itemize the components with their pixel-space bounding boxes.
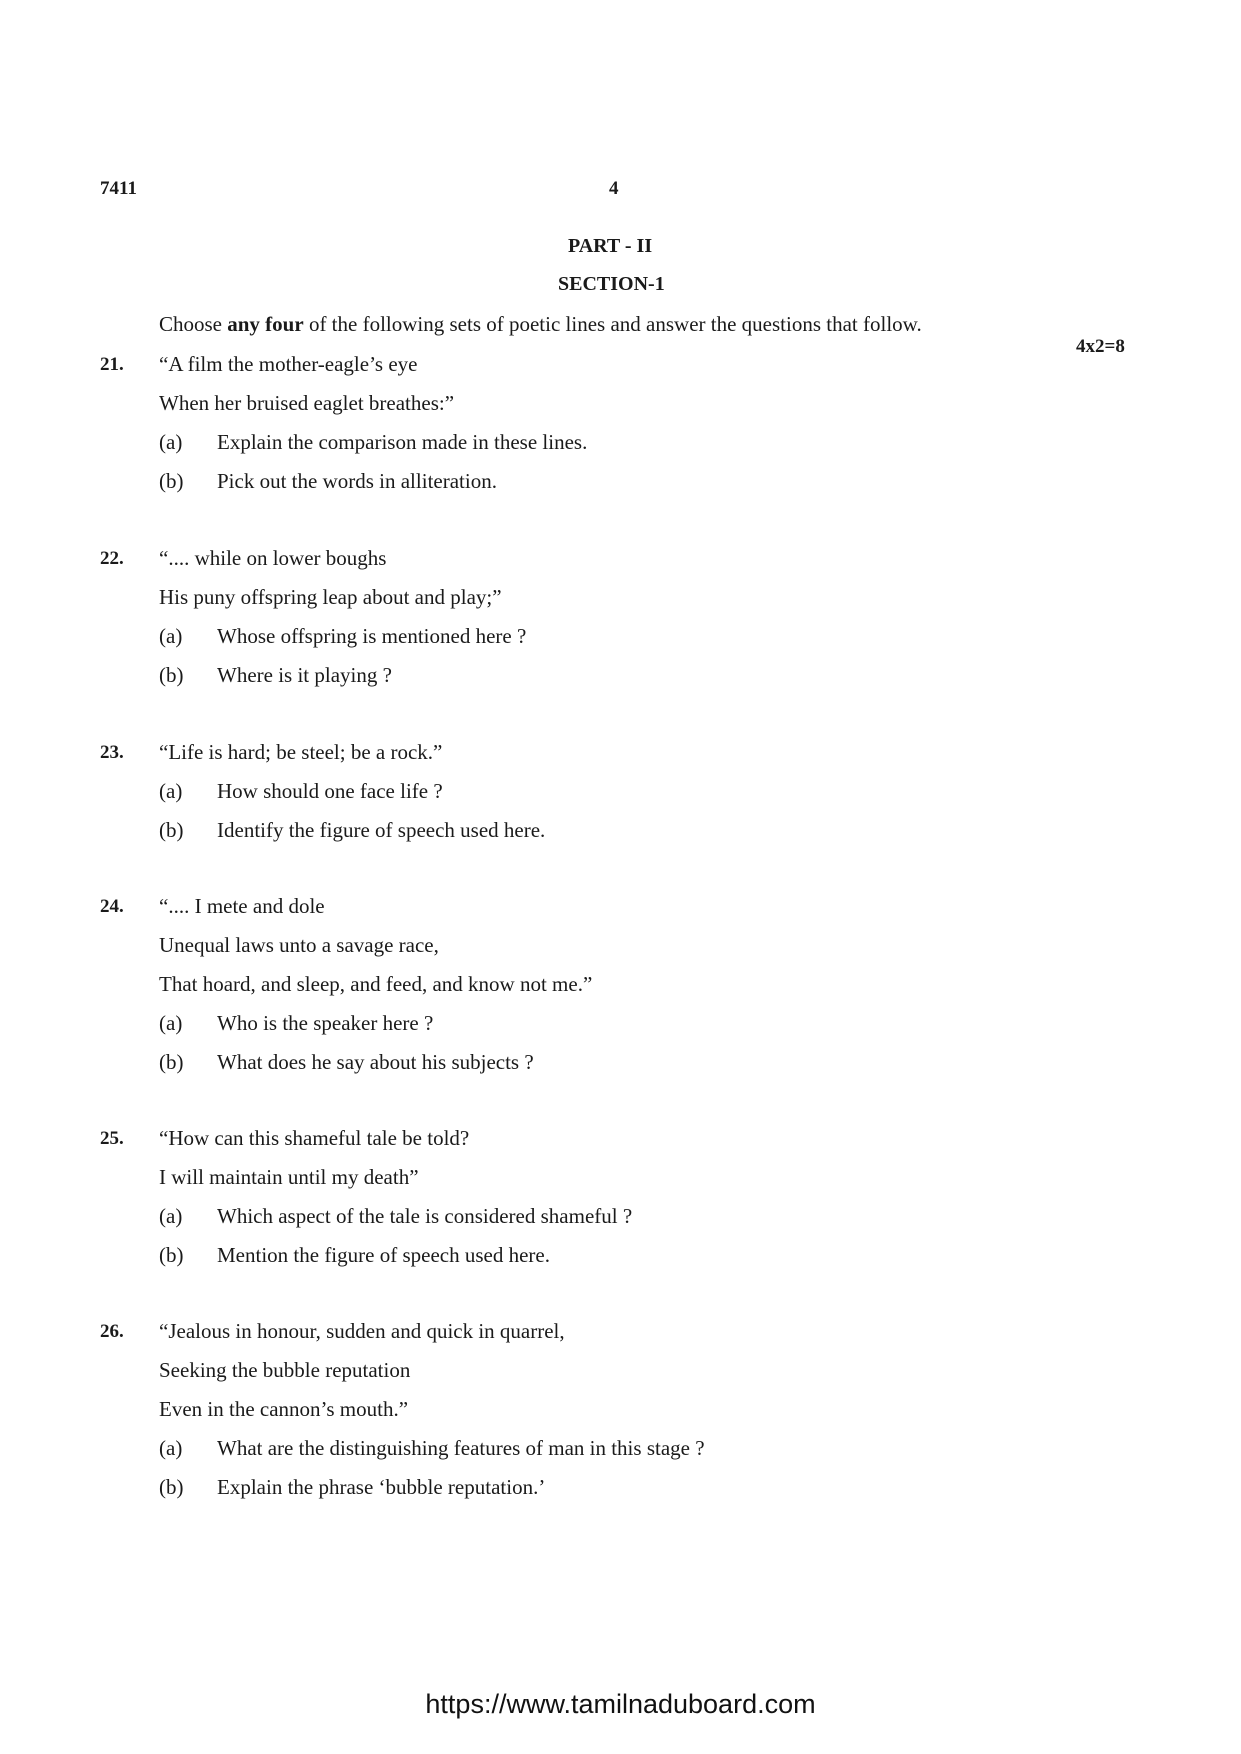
- poetic-line: I will maintain until my death”: [159, 1165, 419, 1189]
- sub-question: Identify the figure of speech used here.: [217, 818, 546, 842]
- poetic-line: Seeking the bubble reputation: [159, 1358, 411, 1382]
- question-number: 26.: [100, 1321, 124, 1342]
- sub-question: Mention the figure of speech used here.: [217, 1243, 550, 1267]
- sub-question-label: (b): [159, 1050, 184, 1074]
- marks-allocation: 4x2=8: [1076, 336, 1125, 357]
- sub-question-label: (b): [159, 1475, 184, 1499]
- poetic-line: When her bruised eaglet breathes:”: [159, 391, 455, 415]
- instruction-before: Choose: [159, 312, 228, 336]
- question-number: 23.: [100, 742, 124, 763]
- sub-question: What are the distinguishing features of man in this stage ?: [217, 1436, 705, 1460]
- sub-question: Who is the speaker here ?: [217, 1011, 434, 1035]
- poetic-line: Unequal laws unto a savage race,: [159, 933, 439, 957]
- sub-question: What does he say about his subjects ?: [217, 1050, 534, 1074]
- poetic-line: “.... while on lower boughs: [159, 546, 387, 570]
- sub-question-label: (a): [159, 1204, 183, 1228]
- part-title: PART - II: [568, 235, 653, 257]
- question-number: 22.: [100, 548, 124, 569]
- sub-question: Whose offspring is mentioned here ?: [217, 624, 527, 648]
- sub-question: Which aspect of the tale is considered shameful ?: [217, 1204, 633, 1228]
- poetic-line: “How can this shameful tale be told?: [159, 1126, 470, 1150]
- sub-question-label: (a): [159, 779, 183, 803]
- paper-code: 7411: [100, 178, 137, 199]
- instruction: [159, 312, 922, 337]
- footer-url[interactable]: https://www.tamilnaduboard.com: [425, 1689, 816, 1719]
- question-number: 24.: [100, 896, 124, 917]
- page-number: 4: [609, 178, 619, 199]
- sub-question: How should one face life ?: [217, 779, 443, 803]
- sub-question: Pick out the words in alliteration.: [217, 469, 497, 493]
- section-title: SECTION-1: [558, 273, 665, 295]
- sub-question: Where is it playing ?: [217, 663, 392, 687]
- sub-question: Explain the comparison made in these lines.: [217, 430, 588, 454]
- poetic-line: “Jealous in honour, sudden and quick in quarrel,: [159, 1319, 565, 1343]
- sub-question-label: (a): [159, 624, 183, 648]
- poetic-line: “Life is hard; be steel; be a rock.”: [159, 740, 443, 764]
- question-number: 21.: [100, 354, 124, 375]
- poetic-line: His puny offspring leap about and play;”: [159, 585, 502, 609]
- sub-question-label: (b): [159, 818, 184, 842]
- instruction-emphasis: any four: [227, 312, 304, 336]
- poetic-line: Even in the cannon’s mouth.”: [159, 1397, 409, 1421]
- sub-question-label: (b): [159, 1243, 184, 1267]
- sub-question: Explain the phrase ‘bubble reputation.’: [217, 1475, 546, 1499]
- instruction-after: of the following sets of poetic lines and answer the questions that follow.: [303, 312, 922, 336]
- poetic-line: That hoard, and sleep, and feed, and know not me.”: [159, 972, 593, 996]
- sub-question-label: (b): [159, 469, 184, 493]
- poetic-line: “A film the mother-eagle’s eye: [159, 352, 418, 376]
- sub-question-label: (b): [159, 663, 184, 687]
- poetic-line: “.... I mete and dole: [159, 894, 325, 918]
- sub-question-label: (a): [159, 1011, 183, 1035]
- sub-question-label: (a): [159, 1436, 183, 1460]
- sub-question-label: (a): [159, 430, 183, 454]
- question-number: 25.: [100, 1128, 124, 1149]
